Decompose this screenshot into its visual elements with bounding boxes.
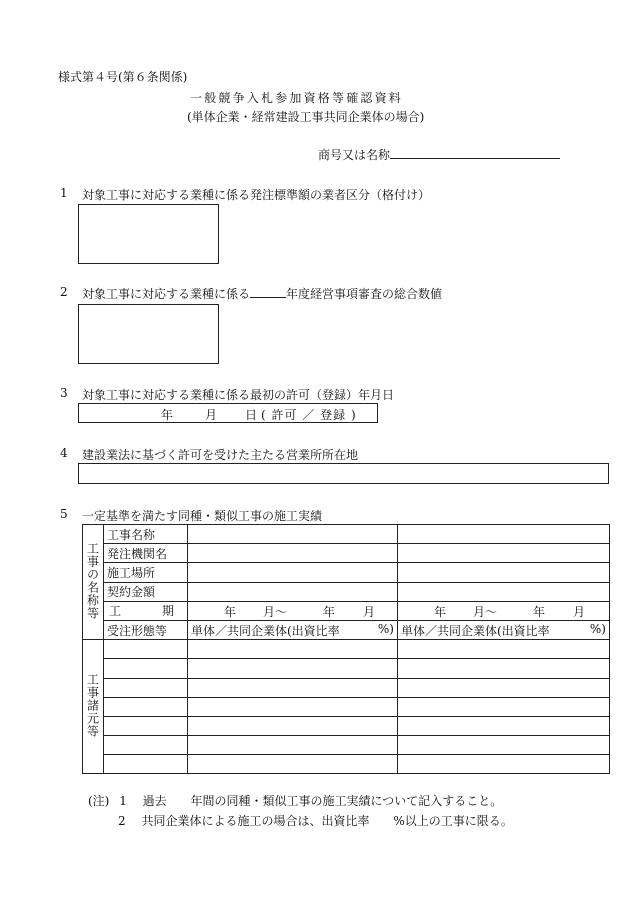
note-2-part1: 共同企業体による施工の場合は、出資比率 <box>141 814 370 828</box>
row-label-client: 発注機関名 <box>104 544 188 563</box>
table-row <box>83 697 610 716</box>
page-subtitle: (単体企業・経常建設工事共同企業体の場合) <box>187 110 425 124</box>
spec-cell[interactable] <box>188 736 398 755</box>
company-name-label: 商号又は名称 <box>318 148 391 162</box>
note-1-number: 1 <box>119 794 127 808</box>
date-day: 日 <box>245 408 258 422</box>
form-number: 様式第４号(第６条関係) <box>58 70 188 84</box>
fiscal-year-field[interactable] <box>250 285 286 298</box>
note-1 <box>88 792 502 809</box>
work-record-table <box>82 524 610 774</box>
permit-type: ( 許可 ／ 登録 ) <box>261 408 357 422</box>
row-label-place: 施工場所 <box>104 563 188 582</box>
cell-amount-2[interactable] <box>398 582 610 601</box>
note-2 <box>118 812 513 829</box>
spec-cell[interactable] <box>398 716 610 735</box>
group-specs: 工事諸元等 <box>83 640 104 774</box>
table-row <box>83 659 610 678</box>
spec-cell[interactable] <box>398 736 610 755</box>
section-4-text: 建設業法に基づく許可を受けた主たる営業所所在地 <box>82 448 359 462</box>
spec-label-cell[interactable] <box>104 736 188 755</box>
spec-cell[interactable] <box>398 678 610 697</box>
section-3-number: 3 <box>60 386 68 400</box>
spec-label-cell[interactable] <box>104 640 188 659</box>
section-4-number: 4 <box>60 446 68 460</box>
note-2-number: 2 <box>118 814 126 828</box>
section-5-text: 一定基準を満たす同種・類似工事の施工実績 <box>82 509 323 523</box>
score-box[interactable] <box>78 304 219 364</box>
section-2-text-before: 対象工事に対応する業種に係る <box>82 287 251 301</box>
spec-label-cell[interactable] <box>104 755 188 774</box>
cell-period-2[interactable]: 年 月～ 年 月 <box>398 601 610 620</box>
table-row <box>83 678 610 697</box>
spec-label-cell[interactable] <box>104 697 188 716</box>
row-label-contract: 受注形態等 <box>104 620 188 639</box>
spec-cell[interactable] <box>188 659 398 678</box>
table-row <box>83 755 610 774</box>
cell-name-1[interactable] <box>188 525 398 544</box>
note-1-part1: 過去 <box>142 794 167 808</box>
table-row <box>83 563 610 582</box>
note-2-part2: %以上の工事に限る。 <box>393 814 513 828</box>
date-month: 月 <box>205 408 218 422</box>
spec-cell[interactable] <box>398 640 610 659</box>
note-1-part2: 年間の同種・類似工事の施工実績について記入すること。 <box>190 794 503 808</box>
row-label-name: 工事名称 <box>104 525 188 544</box>
section-1-text: 対象工事に対応する業種に係る発注標準額の業者区分（格付け） <box>82 188 431 202</box>
spec-cell[interactable] <box>398 697 610 716</box>
cell-period-1[interactable]: 年 月～ 年 月 <box>188 601 398 620</box>
section-5-number: 5 <box>60 507 68 521</box>
section-3-text: 対象工事に対応する業種に係る最初の許可（登録）年月日 <box>82 388 395 402</box>
section-2-number: 2 <box>60 285 68 299</box>
permit-date-box[interactable] <box>78 403 378 423</box>
date-year: 年 <box>161 408 174 422</box>
cell-contract-2[interactable]: 単体／共同企業体(出資比率 %) <box>398 620 610 639</box>
note-prefix: (注) <box>88 794 110 808</box>
table-row <box>83 582 610 601</box>
spec-cell[interactable] <box>188 640 398 659</box>
spec-label-cell[interactable] <box>104 678 188 697</box>
page-title: 一般競争入札参加資格等確認資料 <box>190 91 404 105</box>
cell-contract-1[interactable]: 単体／共同企業体(出資比率 %) <box>188 620 398 639</box>
table-row <box>83 716 610 735</box>
cell-name-2[interactable] <box>398 525 610 544</box>
grade-box[interactable] <box>78 204 219 264</box>
section-2-text <box>82 285 442 302</box>
cell-client-1[interactable] <box>188 544 398 563</box>
table-row <box>83 620 610 639</box>
table-row <box>83 544 610 563</box>
table-row <box>83 736 610 755</box>
section-2-text-after: 年度経営事項審査の総合数値 <box>286 287 443 301</box>
cell-place-1[interactable] <box>188 563 398 582</box>
spec-label-cell[interactable] <box>104 716 188 735</box>
company-name-row <box>318 146 560 163</box>
row-label-amount: 契約金額 <box>104 582 188 601</box>
office-address-box[interactable] <box>78 463 609 484</box>
table-row <box>83 640 610 659</box>
table-row <box>83 601 610 620</box>
cell-place-2[interactable] <box>398 563 610 582</box>
table-row <box>83 525 610 544</box>
spec-cell[interactable] <box>188 716 398 735</box>
spec-cell[interactable] <box>188 678 398 697</box>
spec-cell[interactable] <box>188 755 398 774</box>
cell-amount-1[interactable] <box>188 582 398 601</box>
row-label-period: 工 期 <box>104 601 188 620</box>
spec-label-cell[interactable] <box>104 659 188 678</box>
group-name-info: 工事の名称等 <box>83 525 104 640</box>
spec-cell[interactable] <box>398 755 610 774</box>
cell-client-2[interactable] <box>398 544 610 563</box>
spec-cell[interactable] <box>398 659 610 678</box>
spec-cell[interactable] <box>188 697 398 716</box>
section-1-number: 1 <box>60 186 68 200</box>
company-name-field[interactable] <box>390 146 560 159</box>
